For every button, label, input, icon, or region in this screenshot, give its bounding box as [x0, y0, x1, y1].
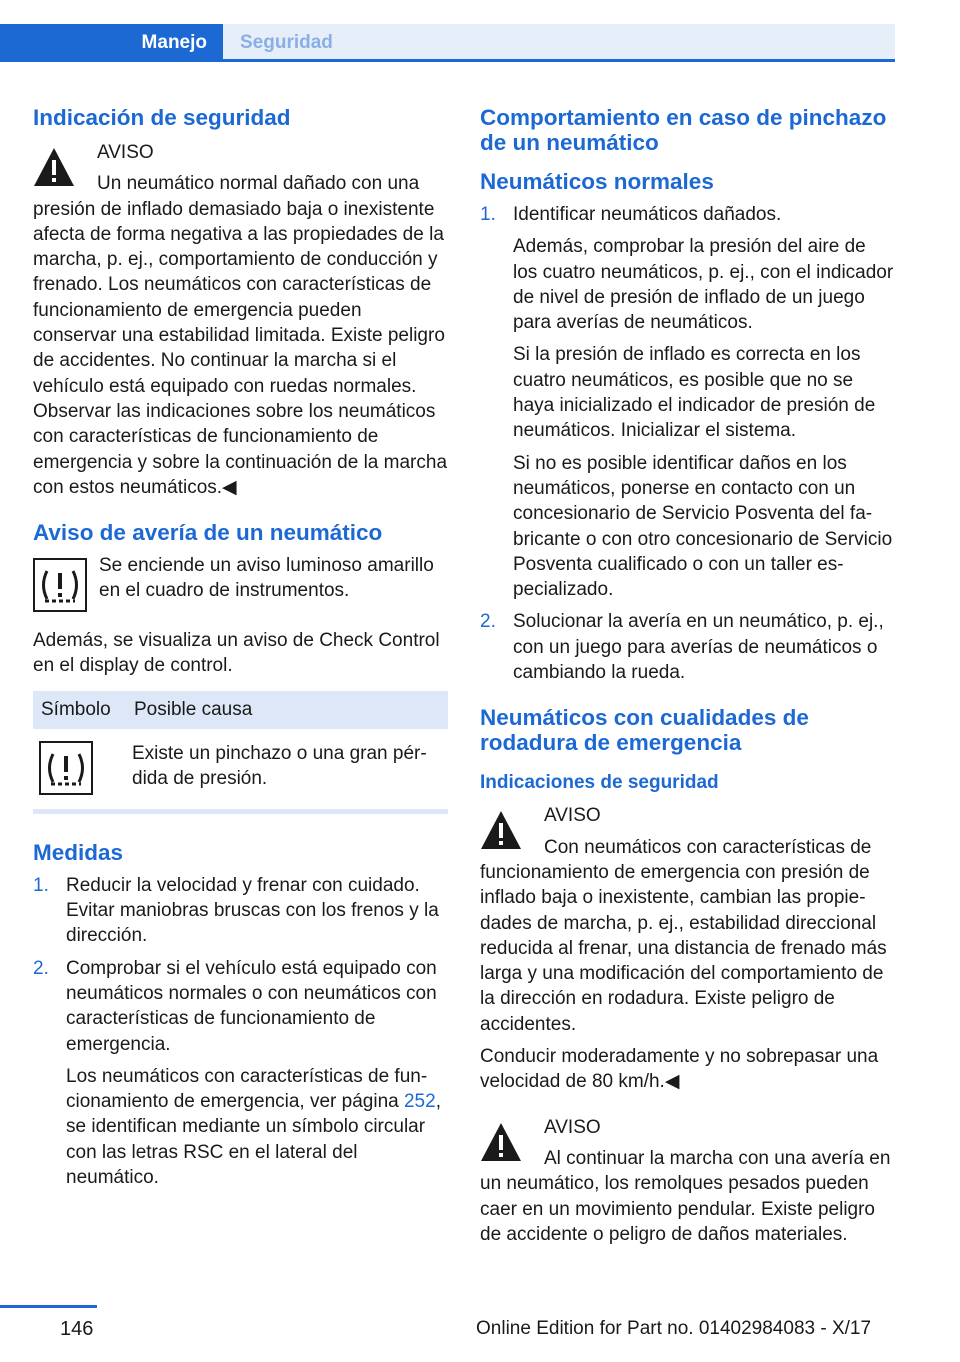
- left-column: [33, 100, 448, 1190]
- fault-heading: Aviso de avería de un neumático: [33, 520, 383, 546]
- list-item-number: 1.: [480, 204, 496, 225]
- table-header-symbol: Símbolo: [33, 691, 126, 729]
- measures-heading: Medidas: [33, 839, 124, 865]
- rsc-warning-1: [480, 803, 895, 1094]
- list-item-text: Si la presión de inflado es correcta en los cuatro neumáticos, es posible que no se haya inicializado el indicador de presión de neumáticos. Inicializar el sistema.: [513, 344, 876, 442]
- tab-underline: [223, 59, 895, 62]
- rsc-text-before: Los neumáticos con características de funcionamiento de emergencia, ver página: [66, 1065, 428, 1113]
- measures-list: [33, 873, 448, 1191]
- list-item-text: Reducir la velocidad y frenar con cuidado. Evitar maniobras bruscas con los frenos y la dirección.: [66, 874, 439, 947]
- rsc-heading: Neumáticos con cualidades de rodadura de emergencia: [480, 705, 809, 756]
- table-cell-symbol: [33, 729, 126, 812]
- list-item-number: 1.: [33, 874, 49, 896]
- table-row: [33, 729, 448, 812]
- page-number: 146: [60, 1318, 94, 1340]
- rsc-identification-text: [66, 1064, 448, 1190]
- list-item-number: 2.: [480, 611, 496, 633]
- tab-seguridad[interactable]: [223, 24, 895, 62]
- list-item: [480, 609, 895, 685]
- list-item-text: Si no es posible identificar daños en los neumáticos, ponerse en contacto con un concesionario de Servicio Posventa del fabricante o con otro concesionario de Servicio Posventa cualificado o con un taller especializado.: [513, 452, 893, 601]
- tab-manejo-label: Manejo: [141, 32, 207, 53]
- list-item-text: Además, comprobar la presión del aire de los cuatro neumáticos, p. ej., con el indicador de nivel de presión de inflado de un juego para averías de neumáticos.: [513, 236, 894, 334]
- warning-triangle-icon: [480, 809, 522, 851]
- tab-manejo[interactable]: [0, 24, 223, 62]
- table-cell-cause: Existe un pinchazo o una gran pérdida de presión.: [126, 729, 448, 812]
- safety-warning-text: Un neumático normal dañado con una presión de inflado demasiado baja o inexistente afecta de forma negativa a las propiedades de la marcha, p. ej., comportamiento de conducción y frenado. Los neumáticos con características de funcionamiento de emergencia pueden conservar una estabilidad limitada. Existe peligro de accidentes. No continuar la marcha si el vehículo está equipado con ruedas normales. Observar las indicaciones sobre los neumáticos con características de funcionamiento de emergencia y sobre la continuación de la marcha con estos neumáticos.◀: [33, 173, 448, 498]
- safety-warning: [33, 140, 448, 500]
- tire-pressure-warning-icon: [33, 558, 87, 612]
- tab-seguridad-label: Seguridad: [240, 32, 333, 53]
- safety-heading: Indicación de seguridad: [33, 105, 291, 130]
- footer-accent-line: [0, 1305, 97, 1308]
- rsc-warning-2: [480, 1115, 895, 1247]
- rsc-warning-1-text2: Conducir moderadamente y no sobrepasar una velocidad de 80 km/h.◀: [480, 1046, 879, 1093]
- normal-tires-heading: Neumáticos normales: [480, 169, 714, 194]
- table-header-row: [33, 691, 448, 729]
- fault-lamp-block: [33, 553, 448, 612]
- warning-triangle-icon: [33, 146, 75, 188]
- fault-check-text: Además, se visualiza un aviso de Check Control en el display de control.: [33, 630, 440, 677]
- list-item-number: 2.: [33, 957, 49, 979]
- edition-note: Online Edition for Part no. 01402984083 - X/17: [476, 1318, 872, 1339]
- behavior-heading: Comportamiento en caso de pinchazo de un neumático: [480, 105, 887, 155]
- list-item-text: Comprobar si el vehículo está equipado con neumáticos normales o con neumáticos con características de funcionamiento de emergencia.: [66, 957, 437, 1055]
- rsc-subheading: Indicaciones de seguridad: [480, 772, 719, 794]
- right-column: [480, 100, 895, 1247]
- list-item: [480, 202, 895, 602]
- safety-warning-label: AVISO: [97, 142, 154, 163]
- symbol-table: [33, 691, 448, 814]
- rsc-text-after: , se identifican mediante un símbolo circular con las letras RSC en el lateral del neumático.: [66, 1091, 441, 1189]
- list-item-text: Identificar neumáticos dañados.: [513, 204, 782, 225]
- page-link-252[interactable]: 252: [403, 1091, 436, 1113]
- list-item-text: Solucionar la avería en un neumático, p. ej., con un juego para averías de neumáticos o cambiando la rueda.: [513, 611, 884, 684]
- list-item: [33, 956, 448, 1191]
- normal-tires-steps: [480, 202, 895, 685]
- tire-pressure-warning-icon: [39, 741, 93, 795]
- section-tabs: [0, 24, 895, 62]
- list-item: [33, 873, 448, 949]
- rsc-warning-2-label: AVISO: [544, 1116, 601, 1138]
- warning-triangle-icon: [480, 1121, 522, 1163]
- rsc-warning-1-label: AVISO: [544, 805, 601, 827]
- fault-lamp-text: Se enciende un aviso luminoso amarillo en el cuadro de instrumentos.: [99, 555, 434, 602]
- rsc-warning-1-text: Con neumáticos con características de funcionamiento de emergencia con presión de inflado baja o inexistente, cambian las propiedades de marcha, p. ej., estabilidad direccional reducida al frenar, una distancia de frenado más larga y una modificación del comportamiento de la dirección en rodadura. Existe peligro de accidentes.: [480, 836, 887, 1035]
- table-header-cause: Posible causa: [126, 691, 448, 729]
- rsc-warning-2-text: Al continuar la marcha con una avería en un neumático, los remolques pesados pueden caer en un movimiento pendular. Existe peligro de accidente o peligro de daños materiales.: [480, 1147, 891, 1245]
